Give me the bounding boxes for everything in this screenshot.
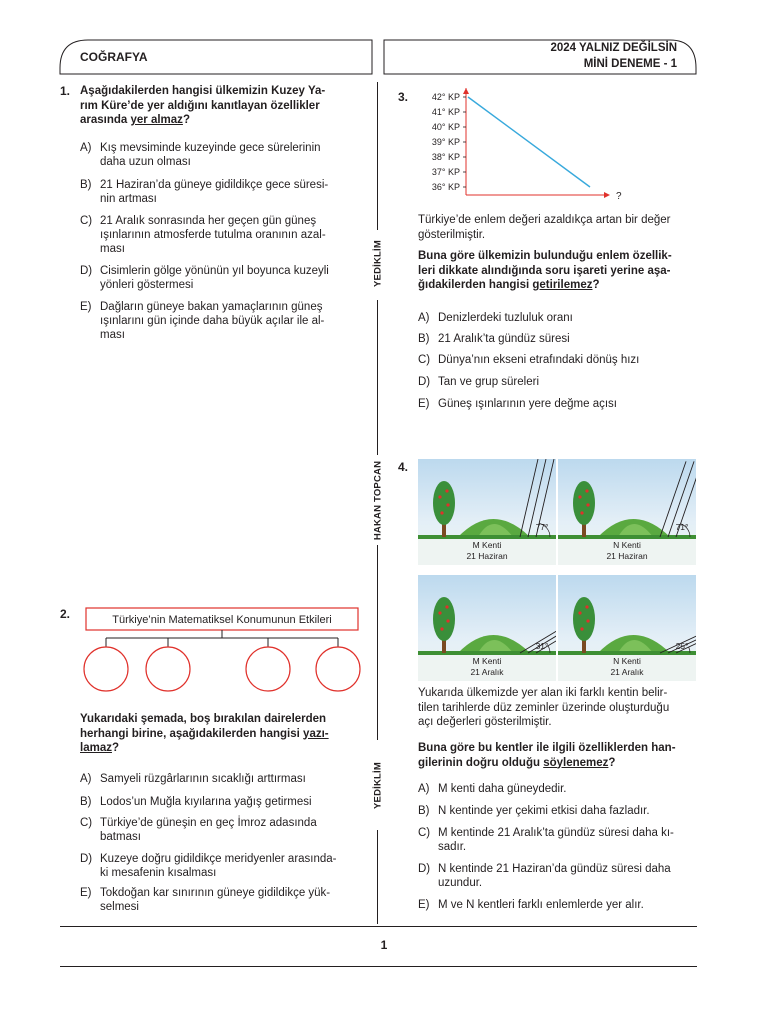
angle-label: 77° [535,522,549,532]
series-line [468,97,590,187]
option-letter: B) [80,796,92,808]
column-divider [377,830,378,924]
option-letter: E) [80,301,92,313]
option-text: 21 Aralık sonrasında her geçen gün güneş ışınlarının atmosferde tutulma oranının azal- ması [100,215,326,255]
empty-circle-1 [84,647,128,691]
empty-circle-3 [246,647,290,691]
option-text: 21 Aralık’ta gündüz süresi [438,333,570,345]
city-label: N Kenti [613,656,641,666]
exam-subtitle: MİNİ DENEME - 1 [583,58,677,70]
option-text: M kentinde 21 Aralık’ta gündüz süresi daha kı- sadır. [438,827,674,853]
question-text: Türkiye’de enlem değeri azaldıkça artan bir değer gösterilmiştir. [418,214,671,241]
option-letter: C) [80,215,93,227]
option-text: Dünya’nın ekseni etrafındaki dönüş hızı [438,354,640,366]
option-text: Samyeli rüzgârlarının sıcaklığı arttırması [100,773,306,785]
sun-angle-scene [418,459,556,565]
tree-crown [433,597,455,641]
angle-label: 25° [675,641,689,651]
column-divider [377,300,378,455]
option-text: Güneş ışınlarının yere değme açısı [438,398,617,410]
empty-circle-4 [316,647,360,691]
option-text: N kentinde 21 Haziran’da gündüz süresi daha uzundur. [438,863,671,889]
question-stem: Buna göre ülkemizin bulunduğu enlem özellik- leri dikkate alındığında soru işareti yerine aşa- ğıdakilerden hangisi getirilemez? [418,250,672,291]
option-letter: A) [418,783,430,795]
y-tick-label: 36° KP [431,182,460,192]
matematiksel-konum-diagram [78,600,368,700]
question-stem: Aşağıdakilerden hangisi ülkemizin Kuzey Ya- rım Küre’de yer aldığını kanıtlayan özellikler arasında yer almaz? [80,85,326,126]
option-text: Lodos’un Muğla kıyılarına yağış getirmesi [100,796,312,808]
sun-angle-scene [418,575,556,681]
footer-rule-bottom [60,966,697,967]
date-label: 21 Haziran [466,551,508,561]
latitude-chart [418,84,628,202]
option-text: Tokdoğan kar sınırının güneye gidildikçe yük- selmesi [100,887,331,913]
option-letter: D) [418,863,431,875]
date-label: 21 Aralık [610,667,644,677]
footer-rule [60,926,697,927]
y-tick-label: 38° KP [431,152,460,162]
option-letter: D) [80,265,93,277]
option-text: Kış mevsiminde kuzeyinde gece sürelerinin daha uzun olması [100,142,321,168]
y-tick-label: 42° KP [431,92,460,102]
exam-title: 2024 YALNIZ DEĞİLSİN [550,42,677,54]
question-number: 4. [398,460,409,474]
city-label: M Kenti [472,656,502,666]
question-number: 3. [398,90,409,104]
tree-crown [573,481,595,525]
option-letter: E) [418,899,430,911]
option-letter: A) [418,312,430,324]
side-label-bottom: YEDİKLİM [372,762,384,809]
ground [418,535,556,539]
y-tick-label: 37° KP [431,167,460,177]
sun-angle-scene [558,575,696,681]
y-tick-label: 40° KP [431,122,460,132]
tree-crown [433,481,455,525]
sun-angle-scene [558,459,696,565]
option-letter: D) [80,853,93,865]
y-tick-label: 39° KP [431,137,460,147]
y-axis-arrow [463,88,469,94]
option-text: M kenti daha güneydedir. [438,783,567,795]
angle-label: 71° [675,522,689,532]
option-letter: B) [418,333,430,345]
question-stem: Yukarıdaki şemada, boş bırakılan dairelerden herhangi birine, aşağıdakilerden hangisi yazı- lamaz? [80,713,329,754]
question-text: Yukarıda ülkemizde yer alan iki farklı kentin belir- tilen tarihlerde düz zeminler üzerinde oluşturduğu açı değerleri gösterilmiştir. [418,687,670,728]
side-label-middle: HAKAN TOPCAN [372,460,384,541]
option-text: Denizlerdeki tuzluluk oranı [438,312,573,324]
question-stem: Buna göre bu kentler ile ilgili özelliklerden han- gilerinin doğru olduğu söylenemez? [418,742,676,769]
column-divider [377,545,378,740]
empty-circle-2 [146,647,190,691]
option-text: M ve N kentleri farklı enlemlerde yer alır. [438,899,644,911]
option-letter: A) [80,142,92,154]
option-text: Türkiye’de güneşin en geç İmroz adasında batması [100,817,317,843]
page-number: 1 [380,938,388,952]
option-letter: C) [80,817,93,829]
option-text: Cisimlerin gölge yönünün yıl boyunca kuzeyli yönleri göstermesi [100,265,329,291]
x-axis-label: ? [616,191,622,202]
option-text: N kentinde yer çekimi etkisi daha fazladır. [438,805,650,817]
angle-label: 31° [535,641,549,651]
subject-title: COĞRAFYA [80,50,148,64]
x-axis-arrow [604,192,610,198]
city-label: N Kenti [613,540,641,550]
option-text: Tan ve grup süreleri [438,376,539,388]
city-label: M Kenti [472,540,502,550]
option-letter: A) [80,773,92,785]
diagram-title: Türkiye’nin Matematiksel Konumunun Etkileri [112,614,332,626]
date-label: 21 Haziran [606,551,648,561]
option-letter: C) [418,354,431,366]
option-text: Dağların güneye bakan yamaçlarının güneş ışınlarını gün içinde daha büyük açılar ile al- ması [100,301,325,341]
option-letter: B) [80,179,92,191]
option-letter: E) [80,887,92,899]
ground [558,651,696,655]
option-text: 21 Haziran’da güneye gidildikçe gece süresi- nin artması [100,179,329,205]
tree-crown [573,597,595,641]
question-number: 2. [60,607,71,621]
option-letter: C) [418,827,431,839]
option-letter: B) [418,805,430,817]
ground [418,651,556,655]
option-text: Kuzeye doğru gidildikçe meridyenler arasında- ki mesafenin kısalması [100,853,337,879]
option-letter: D) [418,376,431,388]
column-divider [377,82,378,230]
y-tick-label: 41° KP [431,107,460,117]
question-number: 1. [60,84,71,98]
date-label: 21 Aralık [470,667,504,677]
ground [558,535,696,539]
option-letter: E) [418,398,430,410]
side-label-top: YEDİKLİM [372,240,384,287]
